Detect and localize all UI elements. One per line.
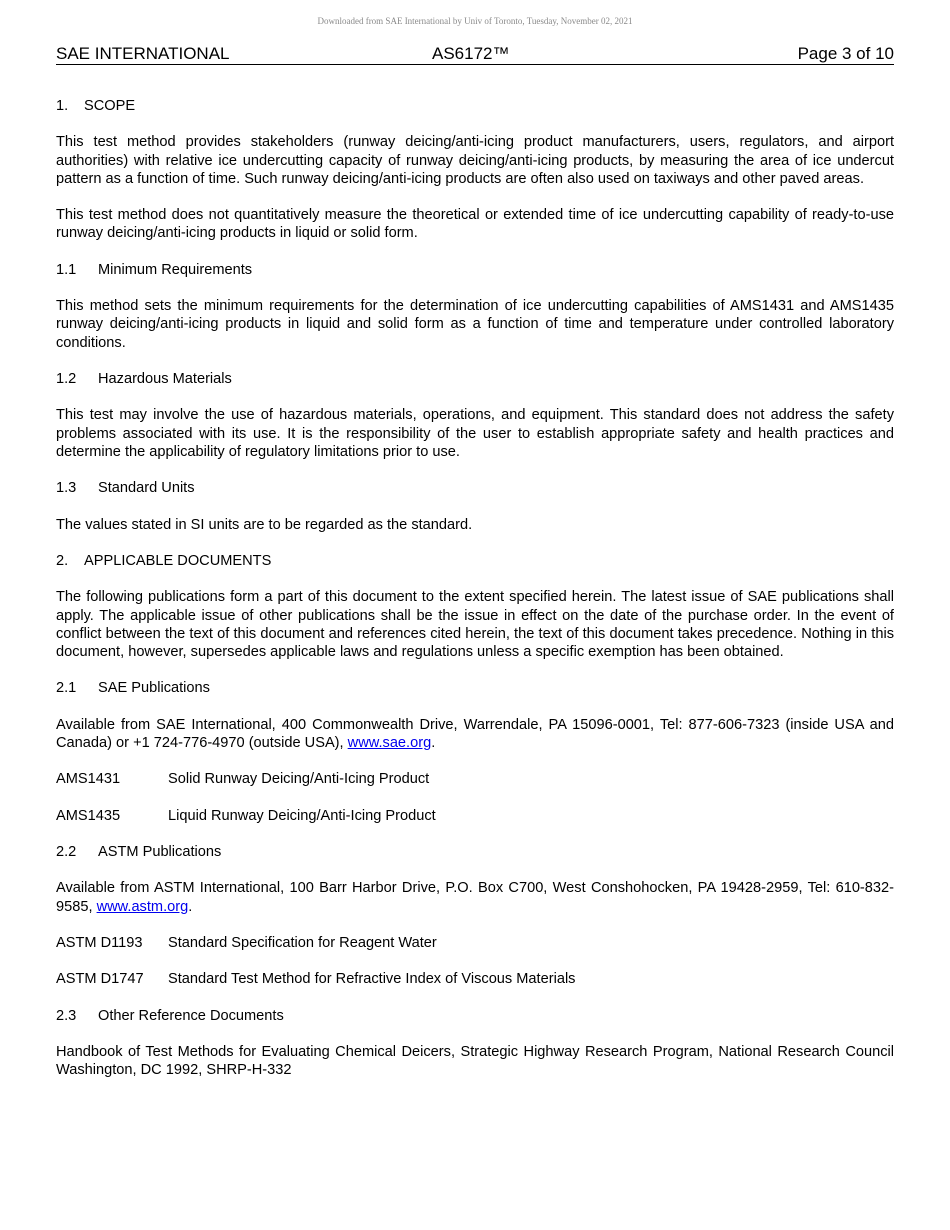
download-watermark: Downloaded from SAE International by Univ of Toronto, Tuesday, November 02, 2021 (317, 16, 633, 26)
sae-website-link[interactable]: www.sae.org (347, 734, 432, 751)
section-number: 1.1 (56, 261, 77, 278)
section-heading-1-3 (56, 479, 894, 497)
section-title: SAE Publications (98, 680, 210, 697)
paragraph-text: Available from ASTM International, 100 Barr Harbor Drive, P.O. Box C700, West Conshohocken, PA 19428-2959, Tel: 610-832-9585, (56, 880, 894, 915)
reference-title: Solid Runway Deicing/Anti-Icing Product (168, 771, 430, 788)
section-number: 1. (56, 98, 69, 114)
reference-code: ASTM D1193 (56, 935, 143, 952)
paragraph-scope-2: This test method does not quantitatively measure the theoretical or extended time of ice undercutting capability of ready-to-use runway deicing/anti-icing products in liquid or solid form. (56, 207, 894, 242)
page-header (56, 44, 894, 65)
paragraph-1-2: This test may involve the use of hazardous materials, operations, and equipment. This standard does not address the safety problems associated with its use. It is the responsibility of the user to establish appropriate safety and health practices and determine the applicability of regulatory limitations prior to use. (56, 407, 894, 460)
paragraph-2-1 (56, 716, 894, 752)
section-number: 1.3 (56, 480, 77, 497)
paragraph-1-1: This method sets the minimum requirements for the determination of ice undercutting capabilities of AMS1431 and AMS1435 runway deicing/anti-icing products in liquid and solid form as a function of time and temperature under controlled laboratory conditions. (56, 298, 894, 351)
paragraph-1-3: The values stated in SI units are to be regarded as the standard. (56, 516, 473, 533)
section-number: 1.2 (56, 370, 77, 387)
section-title: APPLICABLE DOCUMENTS (84, 552, 272, 569)
paragraph-scope-1: This test method provides stakeholders (runway deicing/anti-icing product manufacturers, users, regulators, and airport authorities) with relative ice undercutting capacity of runway deicing/anti-icing products, by measuring the area of ice undercut pattern as a function of time. Such runway deicing/anti-icing products are often also used on taxiways and other paved areas. (56, 134, 894, 187)
reference-item (56, 770, 894, 788)
document-body (56, 97, 894, 1098)
section-number: 2.1 (56, 680, 77, 697)
section-heading-applicable-documents (56, 552, 894, 570)
astm-website-link[interactable]: www.astm.org (96, 898, 189, 915)
section-heading-2-1 (56, 679, 894, 697)
paragraph-text: Available from SAE International, 400 Commonwealth Drive, Warrendale, PA 15096-0001, Tel: 877-606-7323 (inside USA and Canada) or +1 724-776-4970 (outside USA), (56, 716, 894, 751)
paragraph-2-3: Handbook of Test Methods for Evaluating Chemical Deicers, Strategic Highway Research Program, National Research Council Washington, DC 1992, SHRP-H-332 (56, 1044, 894, 1079)
section-heading-2-2 (56, 843, 894, 861)
reference-code: AMS1431 (56, 771, 121, 788)
header-document-id: AS6172™ (432, 44, 510, 63)
paragraph-end: . (188, 898, 193, 915)
reference-title: Standard Specification for Reagent Water (168, 935, 437, 952)
section-heading-scope (56, 97, 894, 115)
section-number: 2.2 (56, 844, 77, 861)
paragraph-applicable-documents: The following publications form a part of this document to the extent specified herein. The latest issue of SAE publications shall apply. The applicable issue of other publications shall be the issue in effect on the date of the purchase order. In the event of conflict between the text of this document and references cited herein, the text of this document takes precedence. Nothing in this document, however, supersedes applicable laws and regulations unless a specific exemption has been obtained. (56, 589, 894, 660)
paragraph-end: . (431, 734, 436, 751)
section-heading-2-3 (56, 1007, 894, 1025)
reference-title: Standard Test Method for Refractive Index of Viscous Materials (168, 971, 576, 988)
reference-code: AMS1435 (56, 807, 121, 824)
reference-item (56, 934, 894, 952)
section-title: SCOPE (84, 98, 136, 114)
section-heading-1-1 (56, 261, 894, 279)
reference-code: ASTM D1747 (56, 971, 144, 988)
section-title: Other Reference Documents (98, 1007, 284, 1024)
section-heading-1-2 (56, 370, 894, 388)
section-title: Standard Units (98, 480, 195, 497)
section-title: Minimum Requirements (98, 261, 253, 278)
section-title: Hazardous Materials (98, 370, 232, 387)
reference-item (56, 970, 894, 988)
section-number: 2.3 (56, 1007, 77, 1024)
reference-item (56, 807, 894, 825)
reference-title: Liquid Runway Deicing/Anti-Icing Product (168, 807, 436, 824)
paragraph-2-2 (56, 879, 894, 915)
section-title: ASTM Publications (98, 844, 222, 861)
header-page-number: Page 3 of 10 (797, 44, 894, 63)
header-organization: SAE INTERNATIONAL (56, 44, 230, 63)
section-number: 2. (56, 552, 69, 569)
